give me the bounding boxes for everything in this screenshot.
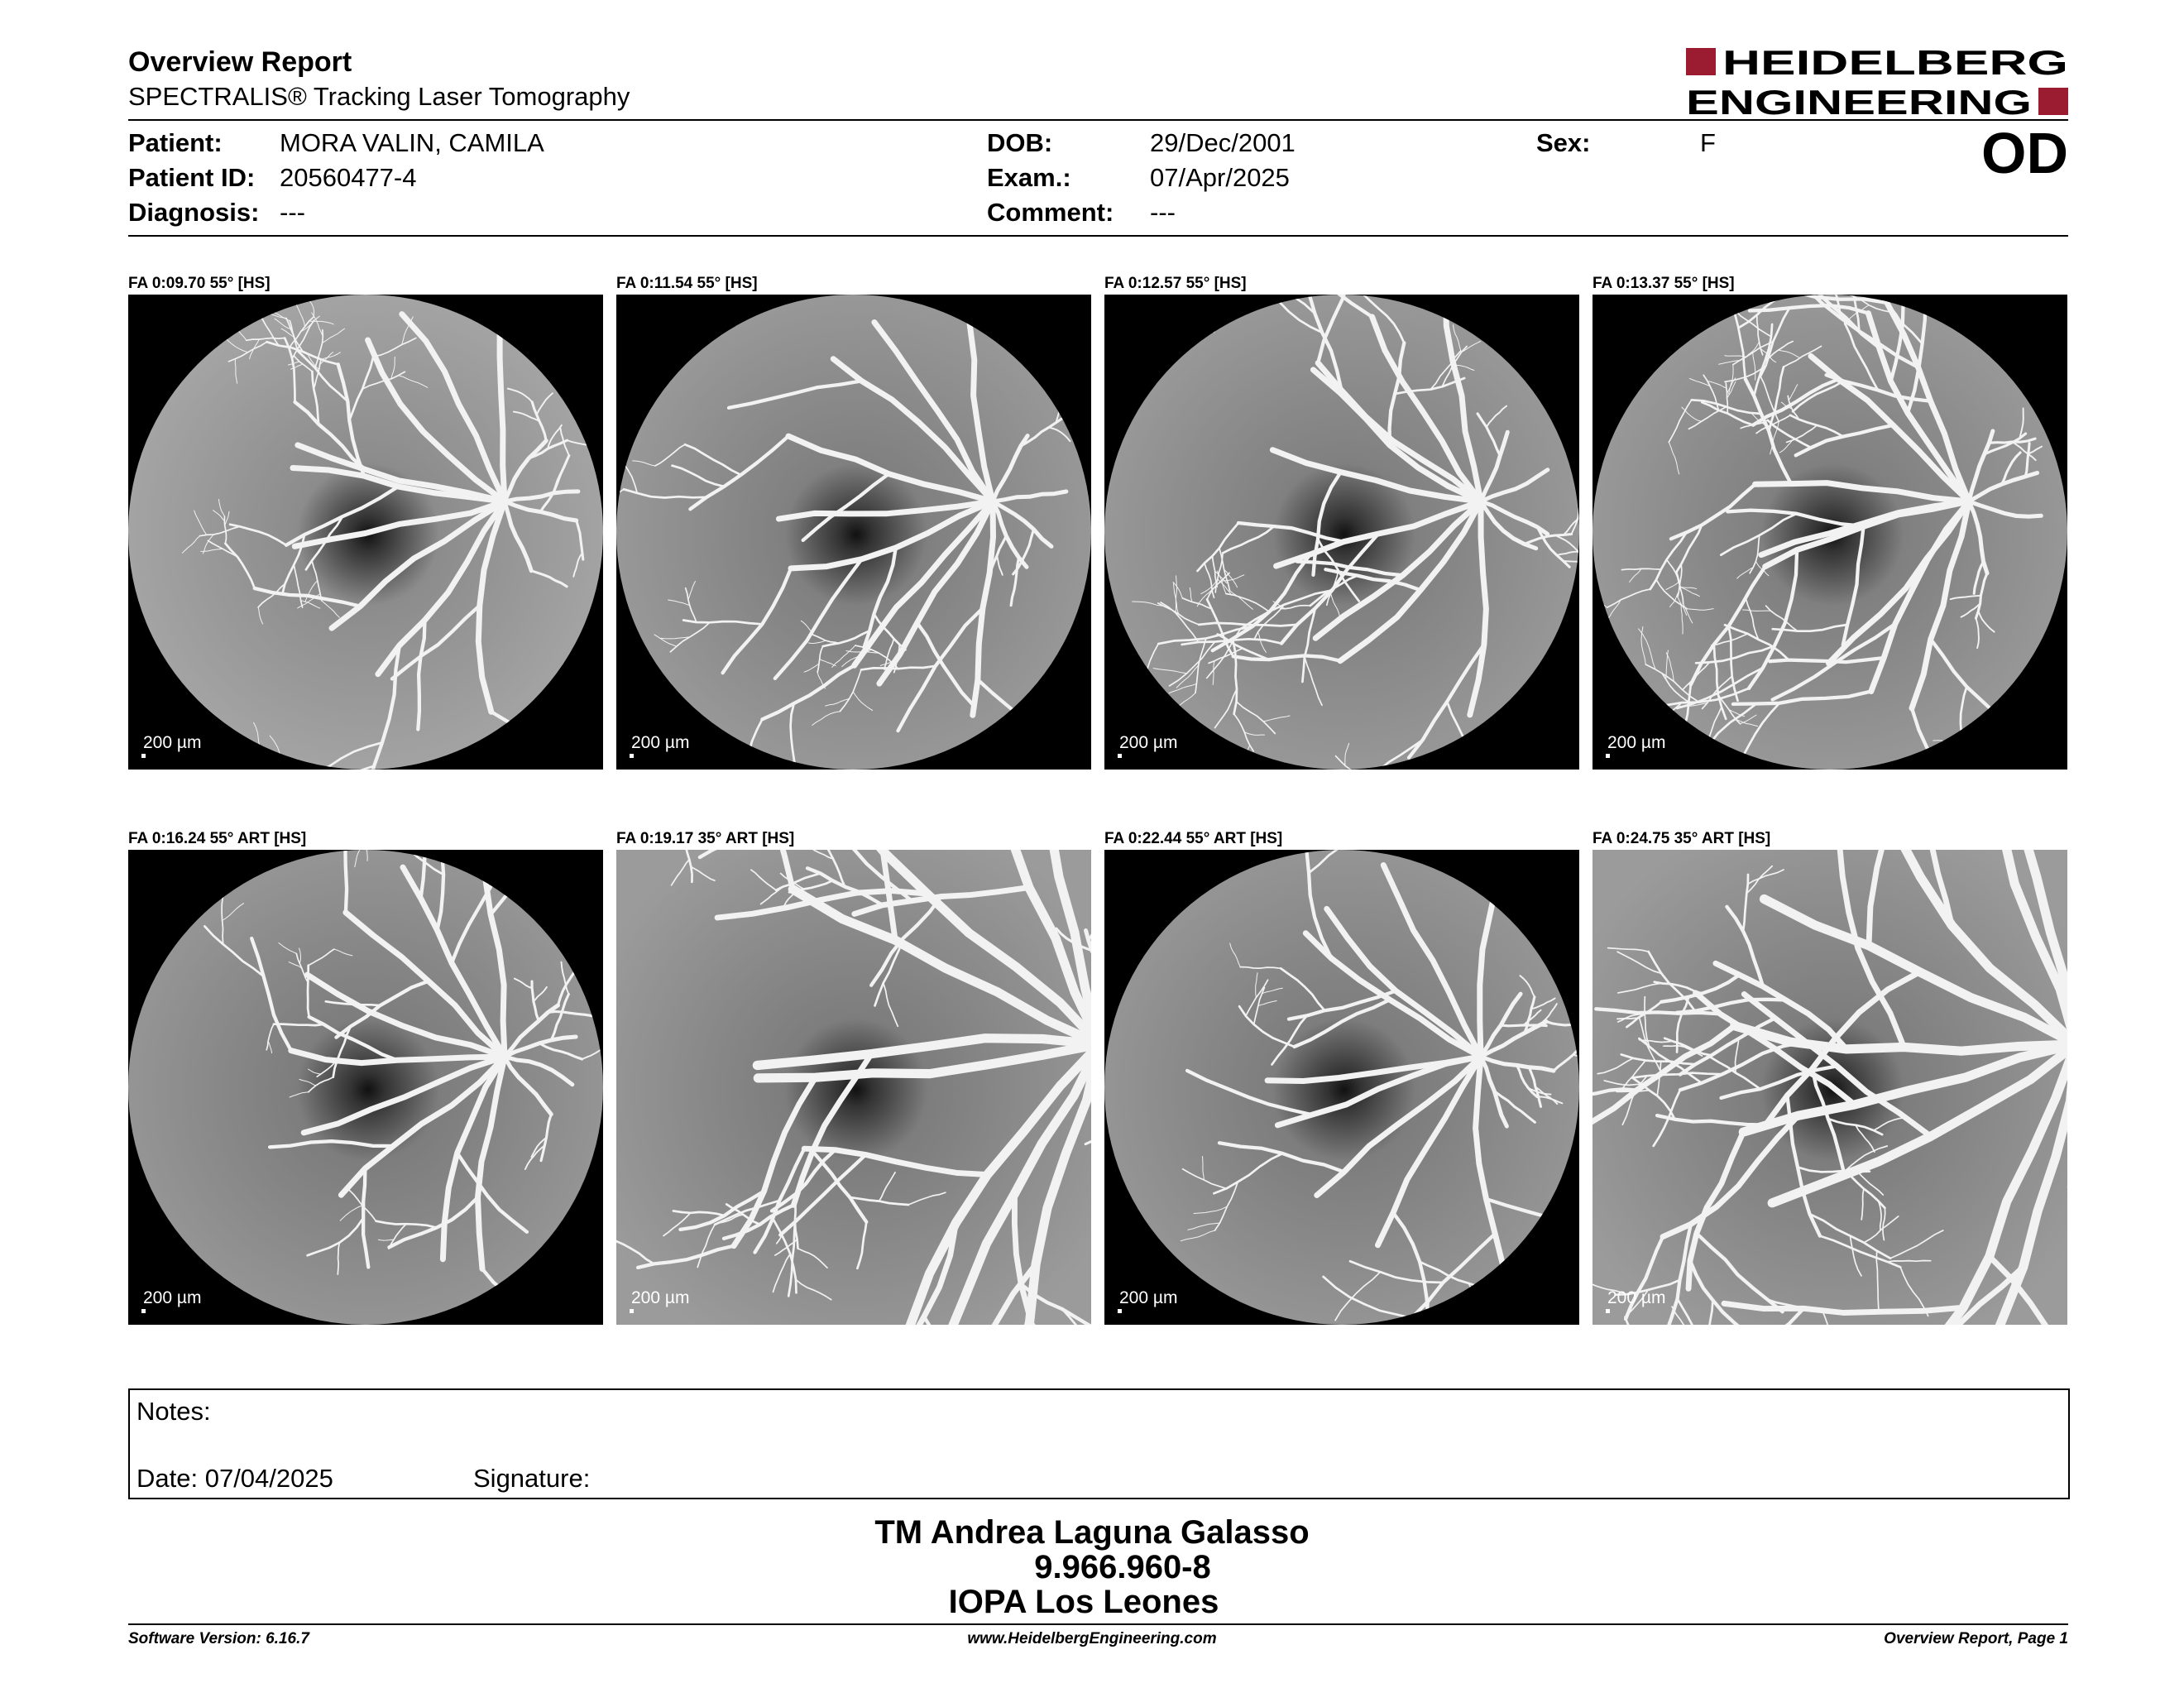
- patient-id-label: Patient ID:: [128, 163, 256, 192]
- notes-label: Notes:: [136, 1397, 211, 1426]
- scale-bar: [1118, 1309, 1122, 1313]
- scale-bar: [141, 1309, 146, 1313]
- patient-name: MORA VALIN, CAMILA: [280, 128, 544, 157]
- fundus-angiogram: [1592, 850, 2067, 1325]
- fundus-caption: FA 0:24.75 35° ART [HS]: [1592, 830, 1771, 847]
- scale-label: 200 µm: [1607, 1288, 1666, 1307]
- fundus-caption: FA 0:11.54 55° [HS]: [616, 275, 758, 292]
- scale-bar: [630, 1309, 634, 1313]
- dob-label: DOB:: [987, 128, 1053, 157]
- fundus-image: [1104, 295, 1579, 770]
- fundus-image: [1592, 295, 2067, 770]
- fundus-caption: FA 0:19.17 35° ART [HS]: [616, 830, 795, 847]
- fundus-angiogram: [128, 295, 603, 770]
- diagnosis-label: Diagnosis:: [128, 198, 260, 227]
- page-number: Overview Report, Page 1: [1884, 1630, 2068, 1647]
- fundus-angiogram: [616, 295, 1091, 770]
- patient-label: Patient:: [128, 128, 223, 157]
- fundus-image: [128, 850, 603, 1325]
- heidelberg-logo: [1686, 46, 2068, 117]
- fundus-caption: FA 0:09.70 55° [HS]: [128, 275, 271, 292]
- sex-value: F: [1700, 128, 1716, 157]
- notes-box: [128, 1388, 2070, 1499]
- sex-label: Sex:: [1536, 128, 1591, 157]
- logo-line2: ENGINEERING: [1686, 83, 2032, 117]
- fundus-angiogram: [128, 850, 603, 1325]
- patient-divider: [128, 235, 2068, 237]
- report-title: Overview Report: [128, 46, 352, 78]
- scale-bar: [141, 754, 146, 758]
- scale-label: 200 µm: [143, 733, 202, 752]
- footer-divider: [128, 1623, 2068, 1625]
- comment-label: Comment:: [987, 198, 1114, 227]
- stamp-institution: IOPA Los Leones: [948, 1584, 1219, 1620]
- fundus-angiogram: [1592, 295, 2067, 770]
- scale-label: 200 µm: [1607, 733, 1666, 752]
- scale-label: 200 µm: [143, 1288, 202, 1307]
- website-url: www.HeidelbergEngineering.com: [967, 1630, 1217, 1647]
- fundus-image: [128, 295, 603, 770]
- stamp-id: 9.966.960-8: [1034, 1549, 1211, 1585]
- fundus-caption: FA 0:12.57 55° [HS]: [1104, 275, 1247, 292]
- fundus-image: [1592, 850, 2067, 1325]
- fundus-image: [1104, 850, 1579, 1325]
- date-label: Date: 07/04/2025: [136, 1464, 333, 1493]
- stamp-name: TM Andrea Laguna Galasso: [874, 1514, 1310, 1551]
- patient-id: 20560477-4: [280, 163, 417, 192]
- fundus-caption: FA 0:13.37 55° [HS]: [1592, 275, 1735, 292]
- signature-label: Signature:: [473, 1464, 591, 1493]
- exam-label: Exam.:: [987, 163, 1071, 192]
- report-subtitle: SPECTRALIS® Tracking Laser Tomography: [128, 82, 630, 111]
- fundus-angiogram: [616, 850, 1091, 1325]
- scale-bar: [1606, 1309, 1610, 1313]
- dob-value: 29/Dec/2001: [1150, 128, 1296, 157]
- diagnosis-value: ---: [280, 198, 305, 227]
- exam-value: 07/Apr/2025: [1150, 163, 1290, 192]
- logo-line1: HEIDELBERG: [1722, 46, 2068, 82]
- comment-value: ---: [1150, 198, 1176, 227]
- scale-label: 200 µm: [631, 1288, 690, 1307]
- fundus-angiogram: [1104, 850, 1579, 1325]
- eye-side: OD: [1981, 121, 2068, 185]
- scale-label: 200 µm: [1119, 1288, 1178, 1307]
- fundus-angiogram: [1104, 295, 1579, 770]
- fundus-image: [616, 295, 1091, 770]
- software-version: Software Version: 6.16.7: [128, 1630, 309, 1647]
- scale-bar: [1118, 754, 1122, 758]
- scale-bar: [630, 754, 634, 758]
- fundus-caption: FA 0:16.24 55° ART [HS]: [128, 830, 307, 847]
- header-divider: [128, 119, 2068, 121]
- fundus-caption: FA 0:22.44 55° ART [HS]: [1104, 830, 1283, 847]
- scale-label: 200 µm: [1119, 733, 1178, 752]
- scale-bar: [1606, 754, 1610, 758]
- scale-label: 200 µm: [631, 733, 690, 752]
- fundus-image: [616, 850, 1091, 1325]
